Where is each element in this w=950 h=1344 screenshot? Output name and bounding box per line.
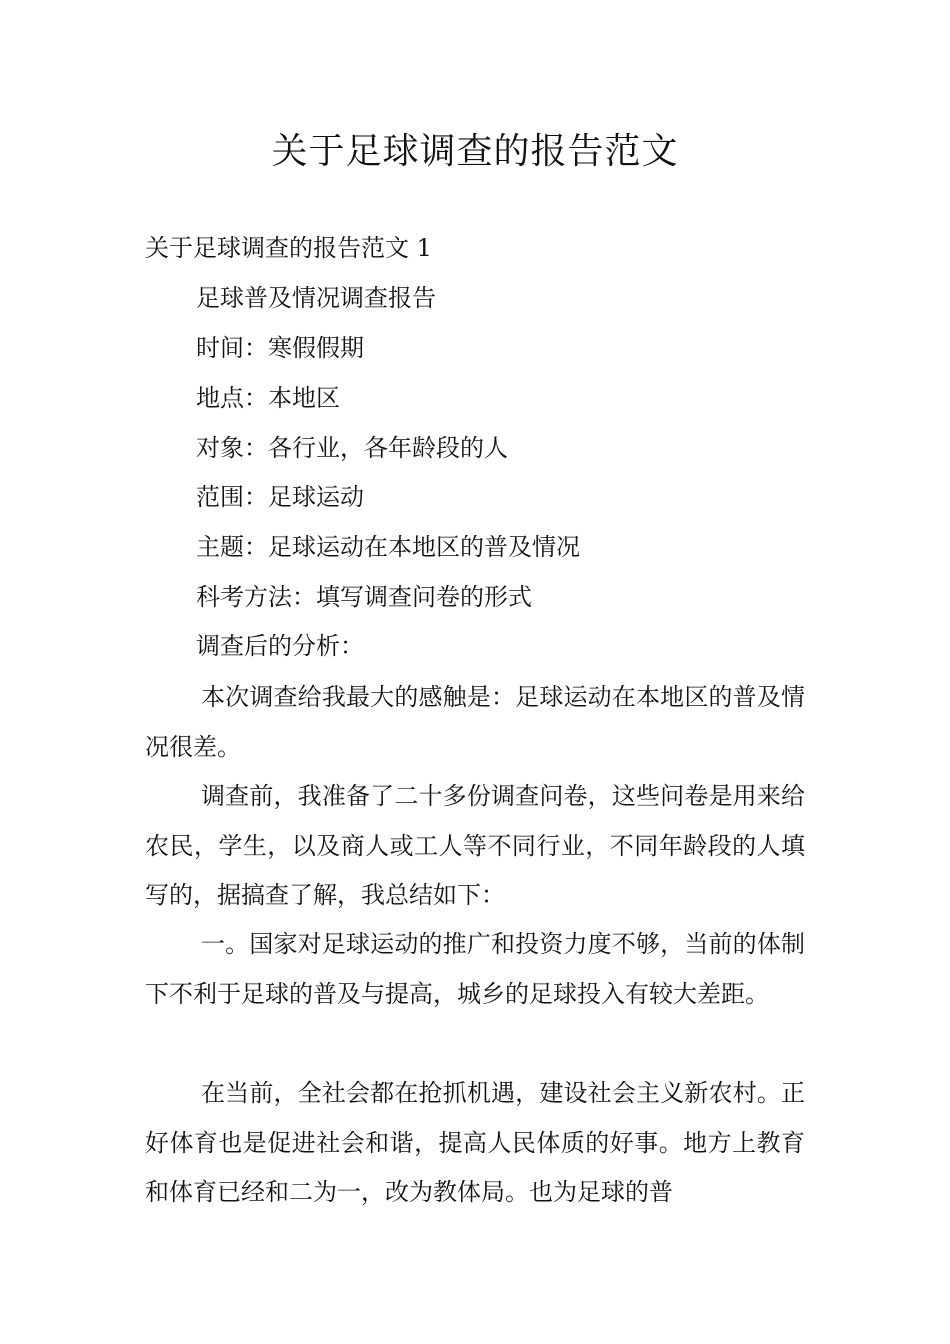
field-scope: 范围：足球运动 — [196, 483, 364, 511]
field-theme: 主题：足球运动在本地区的普及情况 — [196, 533, 580, 561]
field-location: 地点：本地区 — [196, 384, 340, 412]
document-subtitle: 关于足球调查的报告范文 1 — [145, 234, 432, 262]
field-analysis-heading: 调查后的分析： — [196, 632, 364, 660]
paragraph-4: 在当前，全社会都在抢抓机遇，建设社会主义新农村。正好体育也是促进社会和谐，提高人民体质的好事。地方上教育和体育已经和二为一，改为教体局。也为足球的普 — [145, 1079, 805, 1206]
document-title: 关于足球调查的报告范文 — [271, 131, 679, 172]
paragraph-1: 本次调查给我最大的感触是：足球运动在本地区的普及情况很差。 — [145, 683, 805, 761]
field-subjects: 对象：各行业，各年龄段的人 — [196, 434, 508, 462]
paragraph-2: 调查前，我准备了二十多份调查问卷，这些问卷是用来给农民，学生，以及商人或工人等不同行业，不同年龄段的人填写的，据搞查了解，我总结如下： — [145, 782, 805, 909]
field-time: 时间：寒假假期 — [196, 334, 364, 362]
field-method: 科考方法：填写调查问卷的形式 — [196, 583, 532, 611]
paragraph-3: 一。国家对足球运动的推广和投资力度不够，当前的体制下不利于足球的普及与提高，城乡的足球投入有较大差距。 — [145, 930, 805, 1008]
report-title: 足球普及情况调查报告 — [196, 284, 436, 312]
